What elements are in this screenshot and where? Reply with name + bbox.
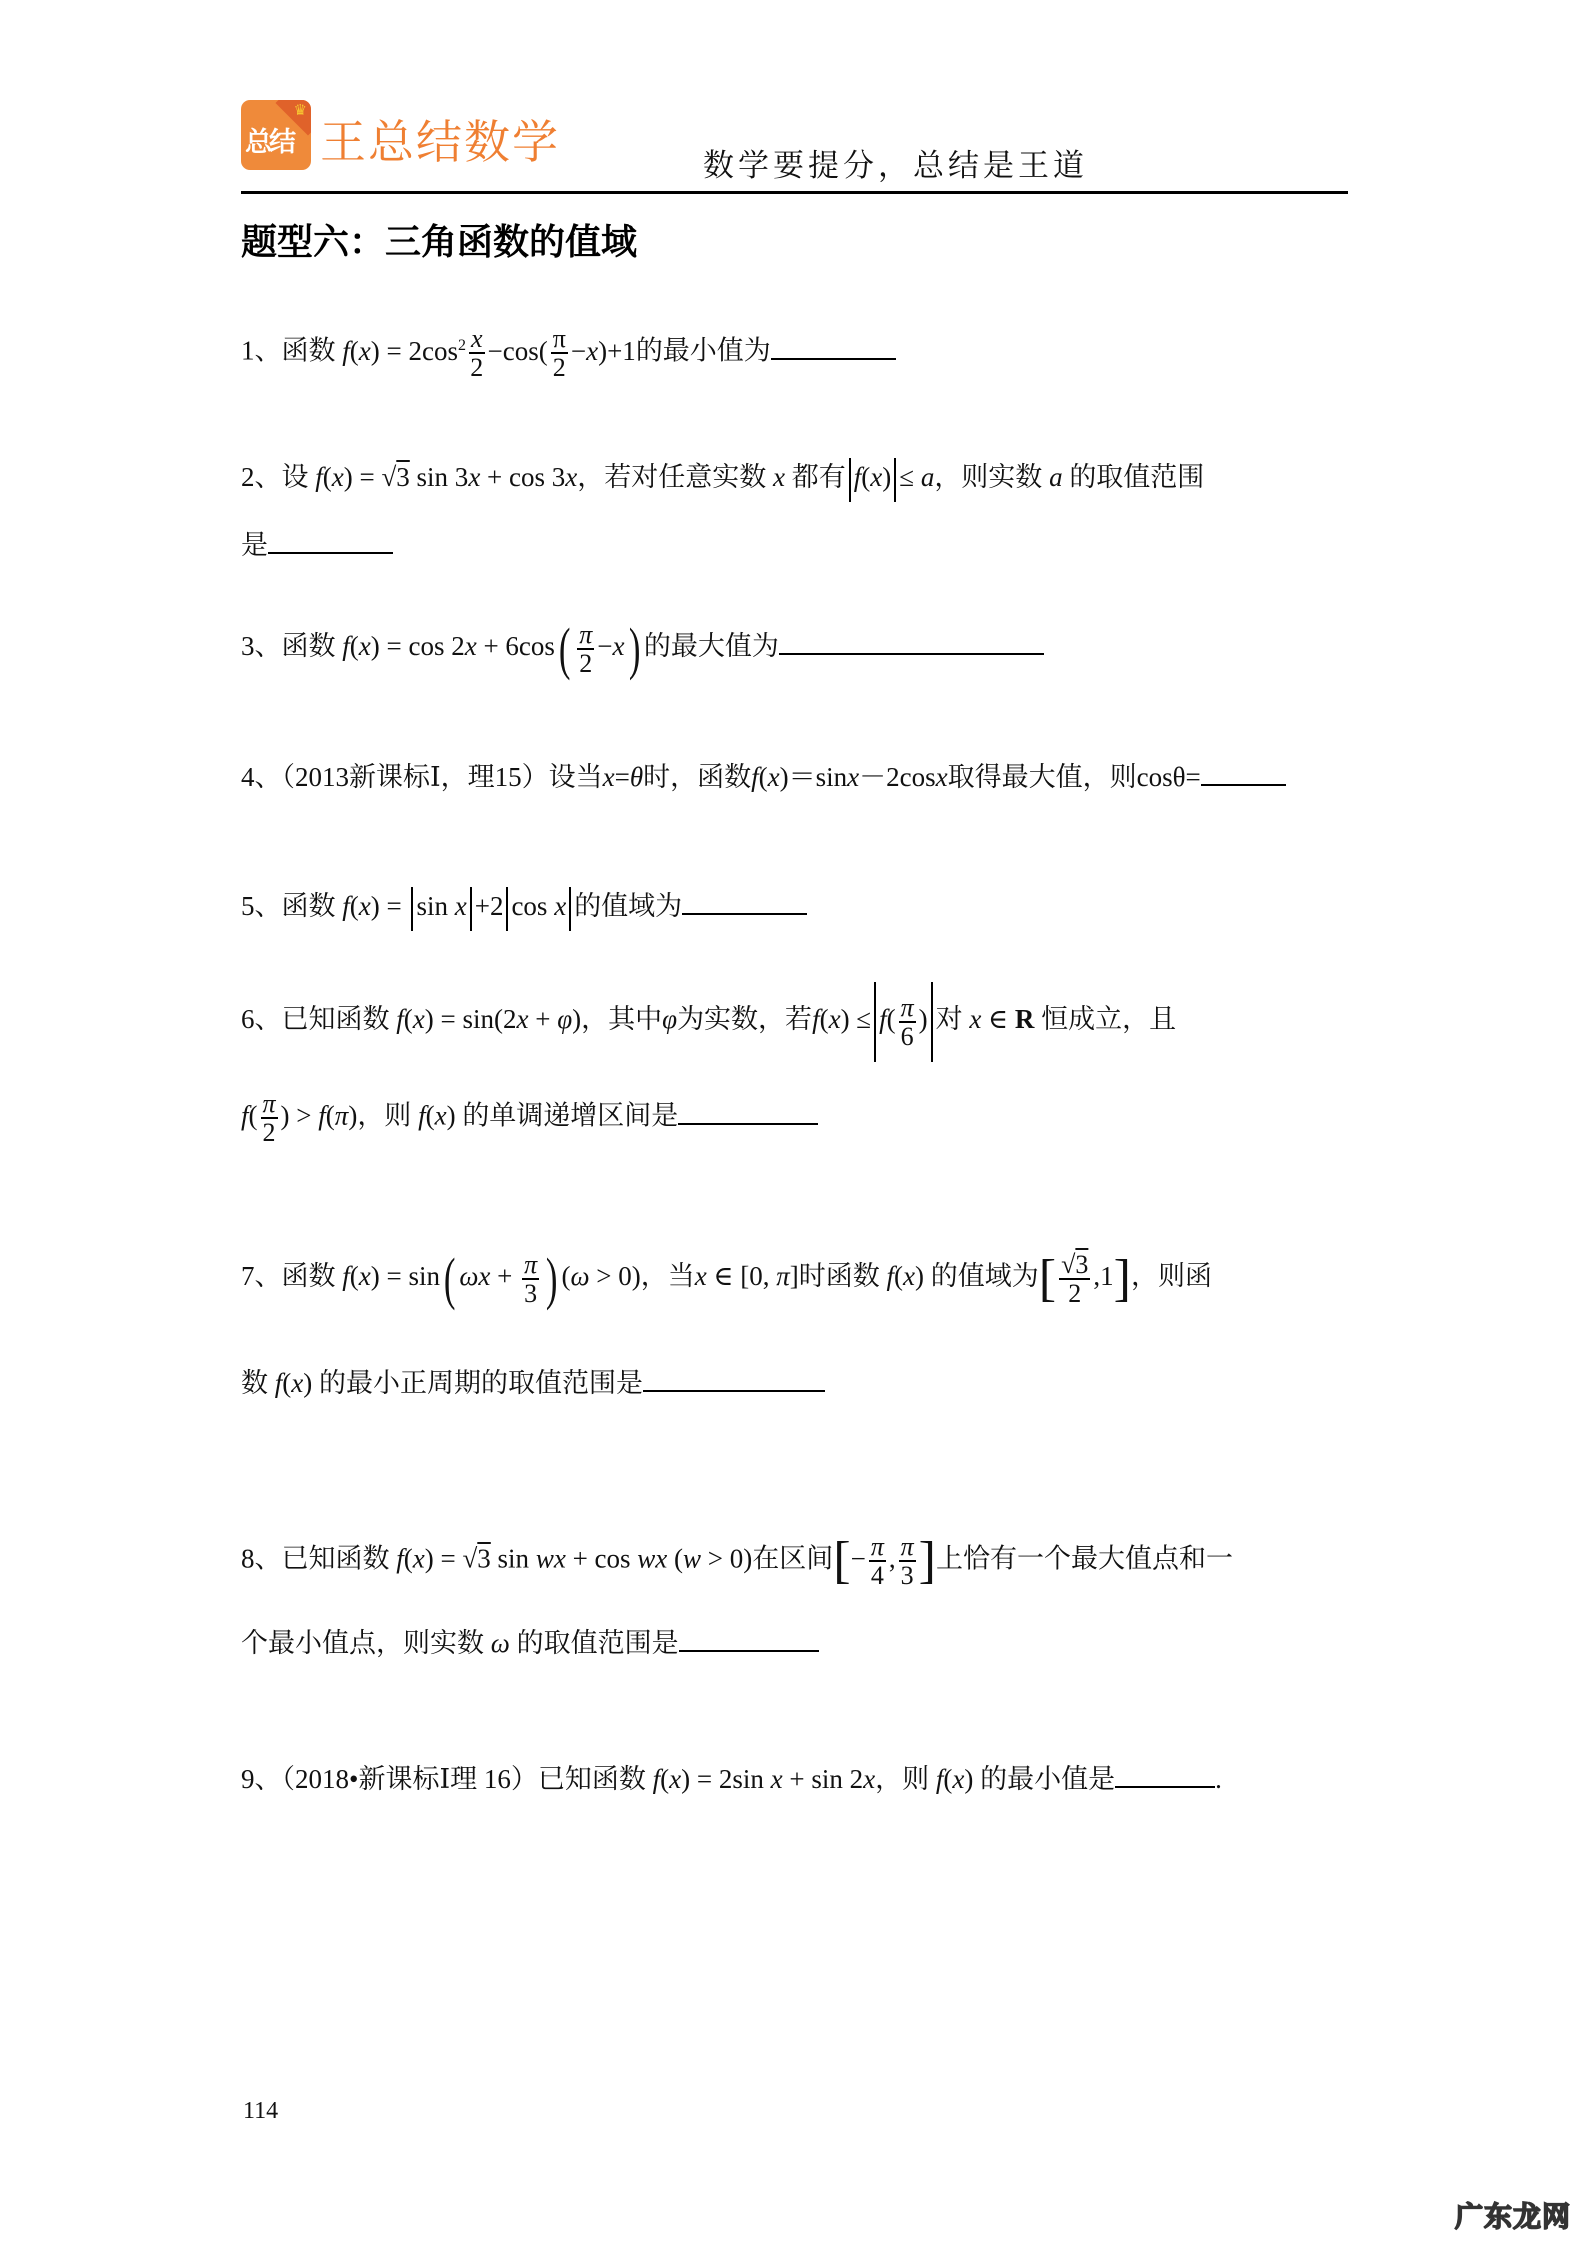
- question-text: ，则: [357, 1100, 412, 1131]
- question-text: 的值域为: [930, 1261, 1039, 1292]
- answer-blank[interactable]: [679, 1628, 819, 1652]
- question-text: 函数: [281, 891, 336, 922]
- math-expr: f(x) = cos 2x + 6cos( $\frac{\pi}{2}$ −x): [342, 616, 640, 681]
- crown-icon: ♛: [293, 103, 307, 119]
- header-divider: [241, 191, 1348, 194]
- answer-blank[interactable]: [1115, 1764, 1215, 1788]
- logo-icon-text: 总结: [245, 127, 293, 158]
- question-3: [241, 616, 1044, 681]
- question-text: 是: [241, 530, 268, 560]
- question-text: 个最小值点，则实数: [241, 1628, 484, 1658]
- question-text: 的单调递增区间是: [462, 1100, 679, 1131]
- section-title: 题型六：三角函数的值域: [241, 222, 638, 263]
- watermark: 广东龙网: [1455, 2200, 1572, 2233]
- answer-blank[interactable]: [682, 891, 807, 915]
- answer-blank[interactable]: [1201, 762, 1286, 786]
- question-text: ，则函: [1130, 1261, 1212, 1292]
- question-text: ，则: [875, 1764, 930, 1794]
- question-text: 取得最大值，则cosθ=: [947, 762, 1201, 792]
- question-5: [241, 887, 807, 931]
- question-6-line-2: f( $\frac{\pi}{2}$ ) > f(π)，则 f(x) 的单调递增区间是: [241, 1090, 818, 1147]
- question-number: 2、: [241, 462, 282, 493]
- question-number: 7、: [241, 1261, 282, 1292]
- question-text: 数: [241, 1368, 268, 1398]
- abs-bar: [506, 887, 508, 931]
- question-7: 7、函数 f(x) = sin( ωx + $\frac{\pi}{3}$ ) (ω > 0)，当x ∈ [0, π]时函数 f(x) 的值域为[ $\frac{√3}{2}$ ,1]，则函: [241, 1246, 1212, 1311]
- question-text: 的值域为: [574, 891, 683, 922]
- question-text: 时，函数: [643, 762, 752, 792]
- question-number: 6、: [241, 1004, 282, 1035]
- math-expr: f(x) = sin( ωx + $\frac{\pi}{3}$ ) (ω > 0): [342, 1246, 641, 1311]
- question-4: 4、（2013新课标Ⅰ，理15）设当x=θ时，函数f(x)＝sinx－2cosx取得最大值，则cosθ=: [241, 762, 1286, 791]
- question-7-line-2: 数 f(x) 的最小正周期的取值范围是: [241, 1368, 825, 1397]
- question-text: 对: [935, 1004, 963, 1035]
- page-number: 114: [243, 2098, 279, 2124]
- question-6: 6、已知函数 f(x) = sin(2x + φ)，其中φ为实数，若f(x) ≤ f( $\frac{\pi}{6}$ ) 对 x ∈ R 恒成立，且: [241, 982, 1176, 1062]
- abs-bar: [411, 887, 413, 931]
- question-number: 5、: [241, 891, 282, 922]
- question-text: 函数: [281, 631, 336, 662]
- math-expr: f(x) = √3 sin wx + cos wx (w > 0): [396, 1543, 753, 1574]
- question-number: 8、: [241, 1543, 282, 1574]
- question-text: 都有: [791, 462, 846, 493]
- question-text: 的取值范围: [1069, 462, 1205, 493]
- question-number: 3、: [241, 631, 282, 662]
- question-text: 函数: [281, 335, 336, 366]
- question-8: 8、已知函数 f(x) = √3 sin wx + cos wx (w > 0)在区间[− $\frac{\pi}{4}$ , $\frac{\pi}{3}$ ]上恰有一个最大值点和一: [241, 1532, 1233, 1591]
- question-text: 的最小正周期的取值范围是: [319, 1368, 643, 1398]
- question-text: 的最小值为: [635, 335, 771, 366]
- question-text: ，其中: [581, 1004, 663, 1035]
- question-9: 9、（2018•新课标Ⅰ理 16）已知函数 f(x) = 2sin x + sin 2x，则 f(x) 的最小值是 .: [241, 1764, 1222, 1794]
- question-text: 恒成立，且: [1041, 1004, 1177, 1035]
- question-text: 4、（2013新课标Ⅰ，理15）设当: [241, 762, 603, 792]
- question-text: 的最小值是: [980, 1764, 1116, 1794]
- question-text: ，则实数: [934, 462, 1043, 493]
- question-2: 2、设 f(x) = √3 sin 3x + cos 3x，若对任意实数 x 都有 f(x) ≤ a，则实数 a 的取值范围: [241, 458, 1204, 502]
- math-expr: f(x) = √3 sin 3x + cos 3x: [315, 462, 578, 493]
- abs-bar: [894, 458, 896, 502]
- abs-bar: [569, 887, 571, 931]
- question-text: 9、（2018•新课标Ⅰ理 16）已知函数: [241, 1764, 646, 1794]
- math-expr: $f(x) = 2\cos^2$ $\frac{x}{2}$ −cos( $\frac{\pi}{2}$ −x)+1: [342, 324, 636, 383]
- question-text: 的取值范围是: [516, 1628, 679, 1658]
- question-text: ，当: [640, 1261, 695, 1292]
- question-text: 时函数: [798, 1261, 880, 1292]
- question-number: 1、: [241, 335, 282, 366]
- question-text: 在区间: [752, 1543, 834, 1574]
- brand-logo-icon: [241, 100, 311, 170]
- math-expr: f(x) = sin(2x + φ): [396, 1004, 582, 1035]
- question-1: [241, 325, 896, 382]
- abs-bar: [874, 982, 876, 1062]
- answer-blank[interactable]: [771, 336, 896, 360]
- question-text: 已知函数: [281, 1543, 390, 1574]
- answer-blank[interactable]: [643, 1368, 825, 1392]
- question-text: 上恰有一个最大值点和一: [935, 1543, 1233, 1574]
- abs-bar: [470, 887, 472, 931]
- question-text: 为实数，若: [677, 1004, 813, 1035]
- answer-blank[interactable]: [678, 1101, 818, 1125]
- question-text: .: [1215, 1764, 1222, 1794]
- question-text: 函数: [281, 1261, 336, 1292]
- math-expr: f(x) = sin x +2 cos x: [342, 891, 574, 921]
- abs-bar: [849, 458, 851, 502]
- question-2-line-2: [241, 530, 393, 559]
- question-8-line-2: 个最小值点，则实数 ω 的取值范围是: [241, 1628, 819, 1657]
- abs-bar: [931, 982, 933, 1062]
- answer-blank[interactable]: [268, 530, 393, 554]
- question-text: 已知函数: [281, 1004, 390, 1035]
- question-text: ，若对任意实数: [577, 462, 767, 493]
- brand-name: 王总结数学: [320, 115, 560, 169]
- question-text: 设: [281, 462, 309, 493]
- answer-blank[interactable]: [779, 631, 1044, 655]
- question-text: 的最大值为: [643, 631, 779, 662]
- slogan: 数学要提分，总结是王道: [703, 148, 1088, 184]
